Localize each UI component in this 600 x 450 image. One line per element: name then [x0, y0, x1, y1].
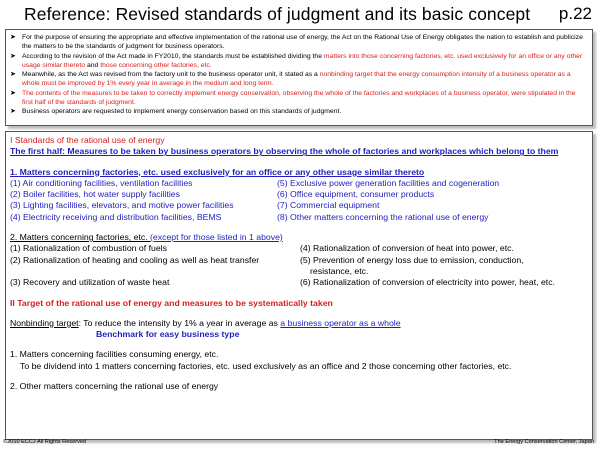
main-content-box — [5, 131, 593, 440]
matters-1-item: (8) Other matters concerning the rational use of energy — [277, 211, 489, 222]
notes-box — [5, 29, 593, 126]
nonbinding-label: Nonbinding target — [10, 317, 79, 328]
matters-2-title-qualifier: (except for those listed in 1 above) — [150, 232, 283, 243]
note-text-run: and — [85, 61, 101, 69]
section-2-item-1: 1. Matters concerning facilities consuming energy, etc. — [10, 349, 219, 360]
arrow-bullet-icon: ➤ — [10, 89, 16, 97]
matters-1-item: (1) Air conditioning facilities, ventilation facilities — [10, 177, 193, 188]
note-text-run: For the purpose of ensuring the appropriate and effective implementation of the rational use of energy, the Act on the Rational Use of Energy obligates the nation to establish and publicize the matters to be the standards of judgment for business operators. — [22, 34, 583, 51]
benchmark-label: Benchmark for easy business type — [96, 329, 240, 340]
copyright-text: ©2010 ECCJ All Rights Reserved — [3, 439, 87, 445]
matters-2-title-text: 2. Matters concerning factories, etc. — [10, 232, 151, 243]
matters-1-item: (4) Electricity receiving and distribution facilities, BEMS — [10, 211, 222, 222]
matters-2-item: (1) Rationalization of combustion of fuels — [10, 243, 167, 254]
note-item — [10, 89, 586, 108]
matters-2-item: resistance, etc. — [310, 265, 369, 276]
note-text — [22, 70, 586, 89]
page-title: Reference: Revised standards of judgment and its basic concept — [24, 4, 531, 24]
arrow-bullet-icon: ➤ — [10, 71, 16, 79]
matters-1-item: (5) Exclusive power generation facilities and cogeneration — [277, 177, 500, 188]
matters-1-title: 1. Matters concerning factories, etc. used exclusively for an office or any other usage similar thereto — [10, 166, 425, 177]
section-2-item-1-detail: To be dividend into 1 matters concerning factories, etc. used exclusively as an office and 2 those concerning other factories, etc. — [20, 360, 512, 371]
section-2-heading: II Target of the rational use of energy and measures to be systematically taken — [10, 297, 333, 308]
matters-2-item: (4) Rationalization of conversion of heat into power, etc. — [300, 243, 514, 254]
note-item — [10, 107, 586, 116]
matters-1-item: (3) Lighting facilities, elevators, and motive power facilities — [10, 200, 234, 211]
nonbinding-target — [10, 318, 588, 329]
matters-2-item: (6) Rationalization of conversion of electricity into power, heat, etc. — [300, 277, 555, 288]
note-item — [10, 52, 586, 71]
note-text-run: The contents of the measures to be taken to correctly implement energy conservation, observing the whole of the factories and workplaces of a business operator, were stipulated in the first half of the standards of judgment. — [22, 89, 576, 107]
note-text — [22, 89, 586, 108]
section-2-item-2: 2. Other matters concerning the rational use of energy — [10, 381, 219, 392]
matters-1-list — [10, 178, 588, 223]
matters-2-item: (3) Recovery and utilization of waste heat — [10, 277, 170, 288]
note-text — [22, 52, 586, 71]
matters-1-item: (2) Boiler facilities, hot water supply facilities — [10, 189, 180, 200]
arrow-bullet-icon: ➤ — [10, 52, 16, 60]
section-1-heading: I Standards of the rational use of energy — [10, 135, 165, 145]
matters-1-item: (7) Commercial equipment — [277, 200, 380, 211]
first-half-heading: The first half: Measures to be taken by business operators by observing the whole of factories and workplaces which belong to them — [10, 146, 559, 157]
arrow-bullet-icon: ➤ — [10, 108, 16, 116]
page-number: p.22 — [558, 4, 592, 23]
note-text — [22, 107, 586, 116]
matters-1-item: (6) Office equipment, consumer products — [277, 189, 435, 200]
arrow-bullet-icon: ➤ — [10, 34, 16, 41]
note-text — [22, 33, 586, 52]
note-text-run: Meanwhile, as the Act was revised from the factory unit to the business operator unit, it stated as a — [22, 71, 320, 79]
note-text-run: those concerning other factories, etc. — [100, 61, 212, 69]
organization-name: The Energy Conservation Center, Japan — [494, 439, 594, 445]
matters-2-item: (2) Rationalization of heating and cooling as well as heat transfer — [10, 254, 260, 265]
matters-2-list — [10, 243, 588, 288]
matters-2-item — [10, 266, 300, 277]
note-item — [10, 33, 586, 52]
note-text-run: According to the revision of the Act made in FY2010, the standards must be established dividing the — [22, 52, 324, 60]
note-item — [10, 70, 586, 89]
nonbinding-scope: a business operator as a whole — [280, 317, 401, 328]
note-text-run: matters into those concerning factories, etc. used exclusively for an office or any other usage similar thereto — [22, 52, 583, 69]
nonbinding-text: : To reduce the intensity by 1% a year in average as — [78, 317, 281, 328]
note-text-run: Business operators are requested to implement energy conservation based on this standards of judgment. — [22, 108, 342, 116]
matters-2-title — [10, 232, 588, 243]
note-text-run: nonbinding target that the energy consumption intensity of a business operator as a whole must be improved by 1% every year in average in the medium and long term. — [22, 71, 571, 88]
matters-2-item: (5) Prevention of energy loss due to emission, conduction, — [300, 254, 524, 265]
